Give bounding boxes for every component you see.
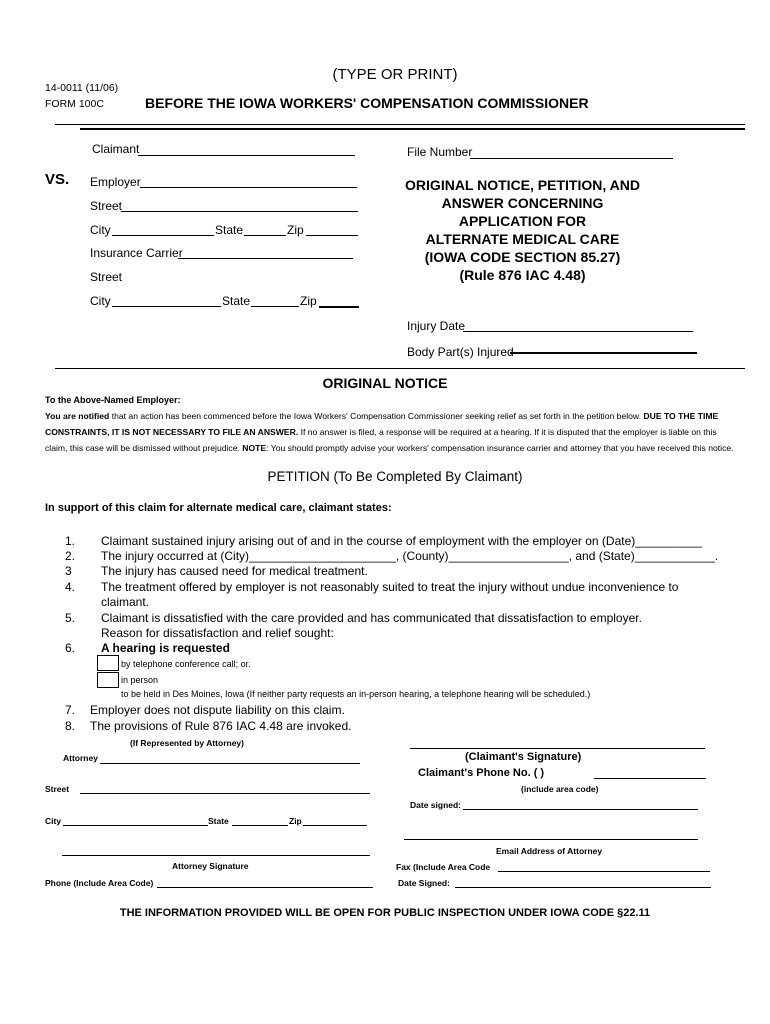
attorney-zip-field[interactable] [303,825,367,826]
claimant-phone-label: Claimant's Phone No. ( ) [418,767,545,779]
form-title: BEFORE THE IOWA WORKERS' COMPENSATION COMMISSIONER [145,95,589,111]
street-label: Street [90,199,123,213]
if-represented: (If Represented by Attorney) [130,738,244,748]
item-text: Reason for dissatisfaction and relief sought: [101,626,334,640]
public-inspection-footer: THE INFORMATION PROVIDED WILL BE OPEN FOR PUBLIC INSPECTION UNDER IOWA CODE §22.11 [119,907,651,919]
carrier-state-field[interactable] [251,306,299,307]
notice-text: If no answer is filed, a response will be required at a hearing. If it is disputed that the employer is liable on this claim, this case will be dismissed without prejudice. [45,427,717,453]
document-title [395,176,650,284]
date-signed-label: Date signed: [410,800,462,810]
claimant-phone-field[interactable] [594,778,706,779]
insurance-carrier-field[interactable] [178,258,353,259]
item-number: 3 [65,564,72,578]
attorney-street-label: Street [45,784,70,794]
notice-note: NOTE [242,443,267,453]
doc-title-line: ALTERNATE MEDICAL CARE [425,231,620,247]
claimant-label: Claimant [92,142,140,156]
attorney-street-field[interactable] [80,793,370,794]
body-parts-label: Body Part(s) Injured [407,345,514,359]
telephone-checkbox[interactable] [97,655,119,671]
notice-text: that an action has been commenced before the Iowa Workers' Compensation Commissioner seeking relief as set forth in the petition below. [109,411,644,421]
attorney-state-label: State [208,816,229,826]
item-text: The injury has caused need for medical treatment. [101,564,368,578]
attorney-city-field[interactable] [63,825,208,826]
employer-city-field[interactable] [112,235,214,236]
insurance-carrier-label: Insurance Carrier [90,246,183,260]
section-rule [55,368,745,369]
claimant-signature-field[interactable] [410,748,705,749]
area-code-note: (include area code) [521,784,599,794]
attorney-phone-field[interactable] [157,887,373,888]
employer-field[interactable] [140,187,357,188]
attorney-phone-label: Phone (Include Area Code) [45,878,154,888]
item-text: Employer does not dispute liability on this claim. [90,703,345,717]
item-number: 1. [65,534,76,548]
fax-field[interactable] [498,871,710,872]
employer-state-field[interactable] [244,235,286,236]
claimant-field[interactable] [138,155,355,156]
item-number: 6. [65,641,76,655]
doc-title-line: (IOWA CODE SECTION 85.27) [424,249,621,265]
carrier-zip-label: Zip [300,294,317,308]
file-number-label: File Number [407,145,473,159]
item-number: 8. [65,719,76,733]
employer-label: Employer [90,175,141,189]
file-number-field[interactable] [470,158,673,159]
attorney-zip-label: Zip [289,816,302,826]
item-number: 5. [65,611,76,625]
telephone-option: by telephone conference call; or. [121,659,251,669]
attorney-state-field[interactable] [232,825,288,826]
attorney-field[interactable] [100,763,360,764]
attorney-city-label: City [45,816,62,826]
attorney-label: Attorney [63,753,98,763]
zip-label: Zip [287,223,304,237]
vs-label: VS. [45,171,70,188]
notice-paragraph [45,408,735,456]
header-rule-thick [80,128,745,130]
original-notice-heading: ORIGINAL NOTICE [322,375,448,391]
attorney-email-label: Email Address of Attorney [496,846,603,856]
form-code: 14-0011 (11/06) [45,82,119,94]
carrier-state-label: State [222,294,251,308]
item-text: The provisions of Rule 876 IAC 4.48 are invoked. [90,719,352,733]
injury-date-field[interactable] [463,331,693,332]
date-signed-2-field[interactable] [455,887,711,888]
header-rule [55,124,745,125]
petition-heading: PETITION (To Be Completed By Claimant) [267,469,523,484]
notice-bold: DUE TO THE TIME CONSTRAINTS, IT IS NOT NECESSARY TO FILE AN ANSWER. [45,411,719,437]
carrier-city-field[interactable] [112,306,221,307]
doc-title-line: (Rule 876 IAC 4.48) [459,267,586,283]
item-number: 2. [65,549,76,563]
employer-street-field[interactable] [121,211,358,212]
item-text: claimant. [101,595,150,609]
fax-label: Fax (Include Area Code [396,862,491,872]
body-parts-field[interactable] [510,352,697,354]
attorney-signature-label: Attorney Signature [172,861,249,871]
form-number: FORM 100C [45,98,104,110]
item-text: The treatment offered by employer is not reasonably suited to treat the injury without undue inconvenience to [101,580,679,594]
item-text: Claimant is dissatisfied with the care provided and has communicated that dissatisfaction to employer. [101,611,642,625]
date-signed-2-label: Date Signed: [398,878,450,888]
in-person-checkbox[interactable] [97,672,119,688]
notice-lead: You are notified [45,411,110,421]
doc-title-line: ANSWER CONCERNING APPLICATION FOR [441,195,604,229]
city-label: City [90,223,111,237]
item-number: 7. [65,703,76,717]
injury-date-label: Injury Date [407,319,466,333]
in-person-option: in person [121,675,159,685]
notice-text: : You should promptly advise your workers' compensation insurance carrier and attorney that you have received this notice. [266,443,734,453]
carrier-street-label: Street [90,270,123,284]
doc-title-line: ORIGINAL NOTICE, PETITION, AND [405,177,640,193]
hearing-requested: A hearing is requested [101,641,230,655]
carrier-zip-field[interactable] [319,306,359,308]
attorney-signature-field[interactable] [62,855,370,856]
attorney-email-field[interactable] [404,839,698,840]
claimant-signature-label: (Claimant's Signature) [465,751,582,763]
notice-addressee: To the Above-Named Employer: [45,395,181,405]
carrier-city-label: City [90,294,111,308]
item-number: 4. [65,580,76,594]
employer-zip-field[interactable] [306,235,358,236]
date-signed-field[interactable] [463,809,698,810]
item-text: Claimant sustained injury arising out of and in the course of employment with the employer on (Date)__________ [101,534,703,548]
type-or-print: (TYPE OR PRINT) [332,66,458,83]
state-label: State [215,223,244,237]
petition-intro: In support of this claim for alternate medical care, claimant states: [45,502,392,514]
item-text: The injury occurred at (City)______________________, (County)__________________, and (State)____________. [101,549,719,563]
des-moines-note: to be held in Des Moines, Iowa (If neither party requests an in-person hearing, a telephone hearing will be scheduled.) [121,689,591,699]
